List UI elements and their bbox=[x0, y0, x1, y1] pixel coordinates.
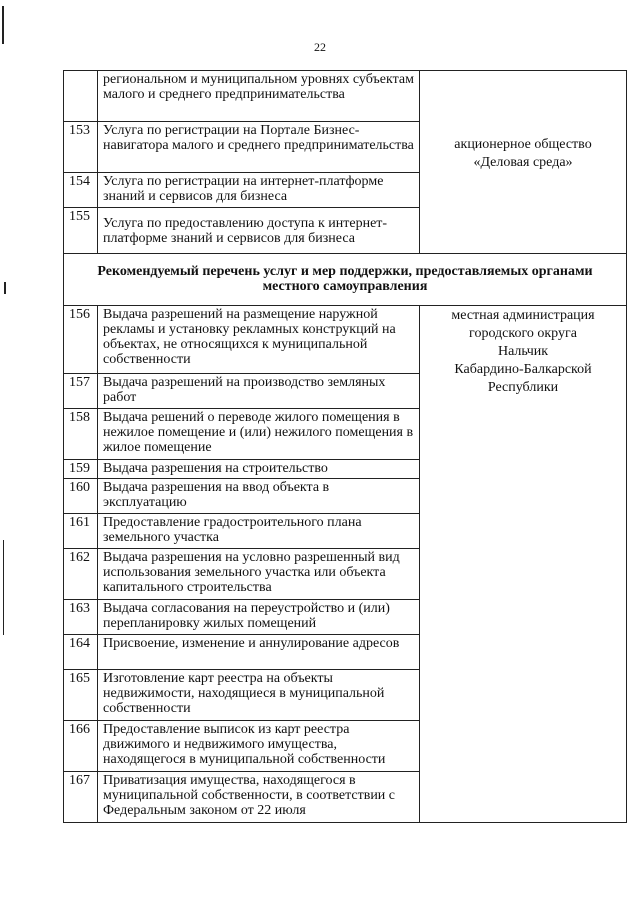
row-number: 164 bbox=[64, 635, 98, 670]
row-number: 166 bbox=[64, 721, 98, 772]
service-name: Выдача согласования на переустройство и (или) перепланировку жилых помещений bbox=[98, 600, 420, 635]
scan-mark-mid-left bbox=[4, 282, 6, 294]
service-name: Предоставление градостроительного плана земельного участка bbox=[98, 514, 420, 549]
provider-name: акционерное общество «Деловая среда» bbox=[454, 137, 592, 170]
service-name: Изготовление карт реестра на объекты недвижимости, находящиеся в муниципальной собственности bbox=[98, 670, 420, 721]
row-number: 162 bbox=[64, 549, 98, 600]
row-number: 157 bbox=[64, 374, 98, 409]
provider-cell-business-environment bbox=[420, 71, 627, 254]
row-number: 163 bbox=[64, 600, 98, 635]
service-name: Выдача разрешения на ввод объекта в эксплуатацию bbox=[98, 479, 420, 514]
provider-line: Нальчик bbox=[497, 344, 549, 359]
row-number: 167 bbox=[64, 772, 98, 823]
provider-line: Кабардино-Балкарской bbox=[454, 362, 592, 377]
row-number: 154 bbox=[64, 173, 98, 208]
provider-line: Республики bbox=[487, 380, 559, 395]
service-name: Выдача разрешений на производство земляных работ bbox=[98, 374, 420, 409]
service-name: Присвоение, изменение и аннулирование адресов bbox=[98, 635, 420, 670]
row-number: 160 bbox=[64, 479, 98, 514]
row-number: 155 bbox=[64, 208, 98, 254]
scan-mark-top-left bbox=[2, 6, 4, 44]
service-name: региональном и муниципальном уровнях субъектам малого и среднего предпринимательства bbox=[98, 71, 420, 122]
service-name: Приватизация имущества, находящегося в муниципальной собственности, в соответствии с Федеральным законом от 22 июля bbox=[98, 772, 420, 823]
page-number: 22 bbox=[314, 40, 326, 54]
row-number bbox=[64, 71, 98, 122]
service-name: Услуга по предоставлению доступа к интернет-платформе знаний и сервисов для бизнеса bbox=[98, 208, 420, 254]
provider-line: городского округа bbox=[469, 326, 577, 341]
provider-line: местная администрация bbox=[451, 308, 595, 323]
row-number: 156 bbox=[64, 306, 98, 374]
services-table bbox=[63, 70, 627, 823]
row-number: 161 bbox=[64, 514, 98, 549]
table-row bbox=[64, 306, 627, 374]
table-row bbox=[64, 71, 627, 122]
service-name: Выдача разрешения на условно разрешенный вид использования земельного участка или объекта капитального строительства bbox=[98, 549, 420, 600]
scan-mark-low-left bbox=[3, 540, 4, 635]
row-number: 158 bbox=[64, 409, 98, 460]
row-number: 153 bbox=[64, 122, 98, 173]
provider-cell-local-administration bbox=[420, 306, 627, 823]
section-row bbox=[64, 254, 627, 306]
service-name: Предоставление выписок из карт реестра движимого и недвижимого имущества, находящегося в муниципальной собственности bbox=[98, 721, 420, 772]
service-name: Выдача разрешения на строительство bbox=[98, 460, 420, 479]
row-number: 159 bbox=[64, 460, 98, 479]
row-number: 165 bbox=[64, 670, 98, 721]
service-name: Услуга по регистрации на интернет-платформе знаний и сервисов для бизнеса bbox=[98, 173, 420, 208]
section-heading: Рекомендуемый перечень услуг и мер поддержки, предоставляемых органами местного самоуправления bbox=[64, 254, 627, 306]
service-name: Выдача разрешений на размещение наружной рекламы и установку рекламных конструкций на объектах, не относящихся к муниципальной собственности bbox=[98, 306, 420, 374]
service-name: Услуга по регистрации на Портале Бизнес-навигатора малого и среднего предпринимательства bbox=[98, 122, 420, 173]
service-name: Выдача решений о переводе жилого помещения в нежилое помещение и (или) нежилого помещения в жилое помещение bbox=[98, 409, 420, 460]
